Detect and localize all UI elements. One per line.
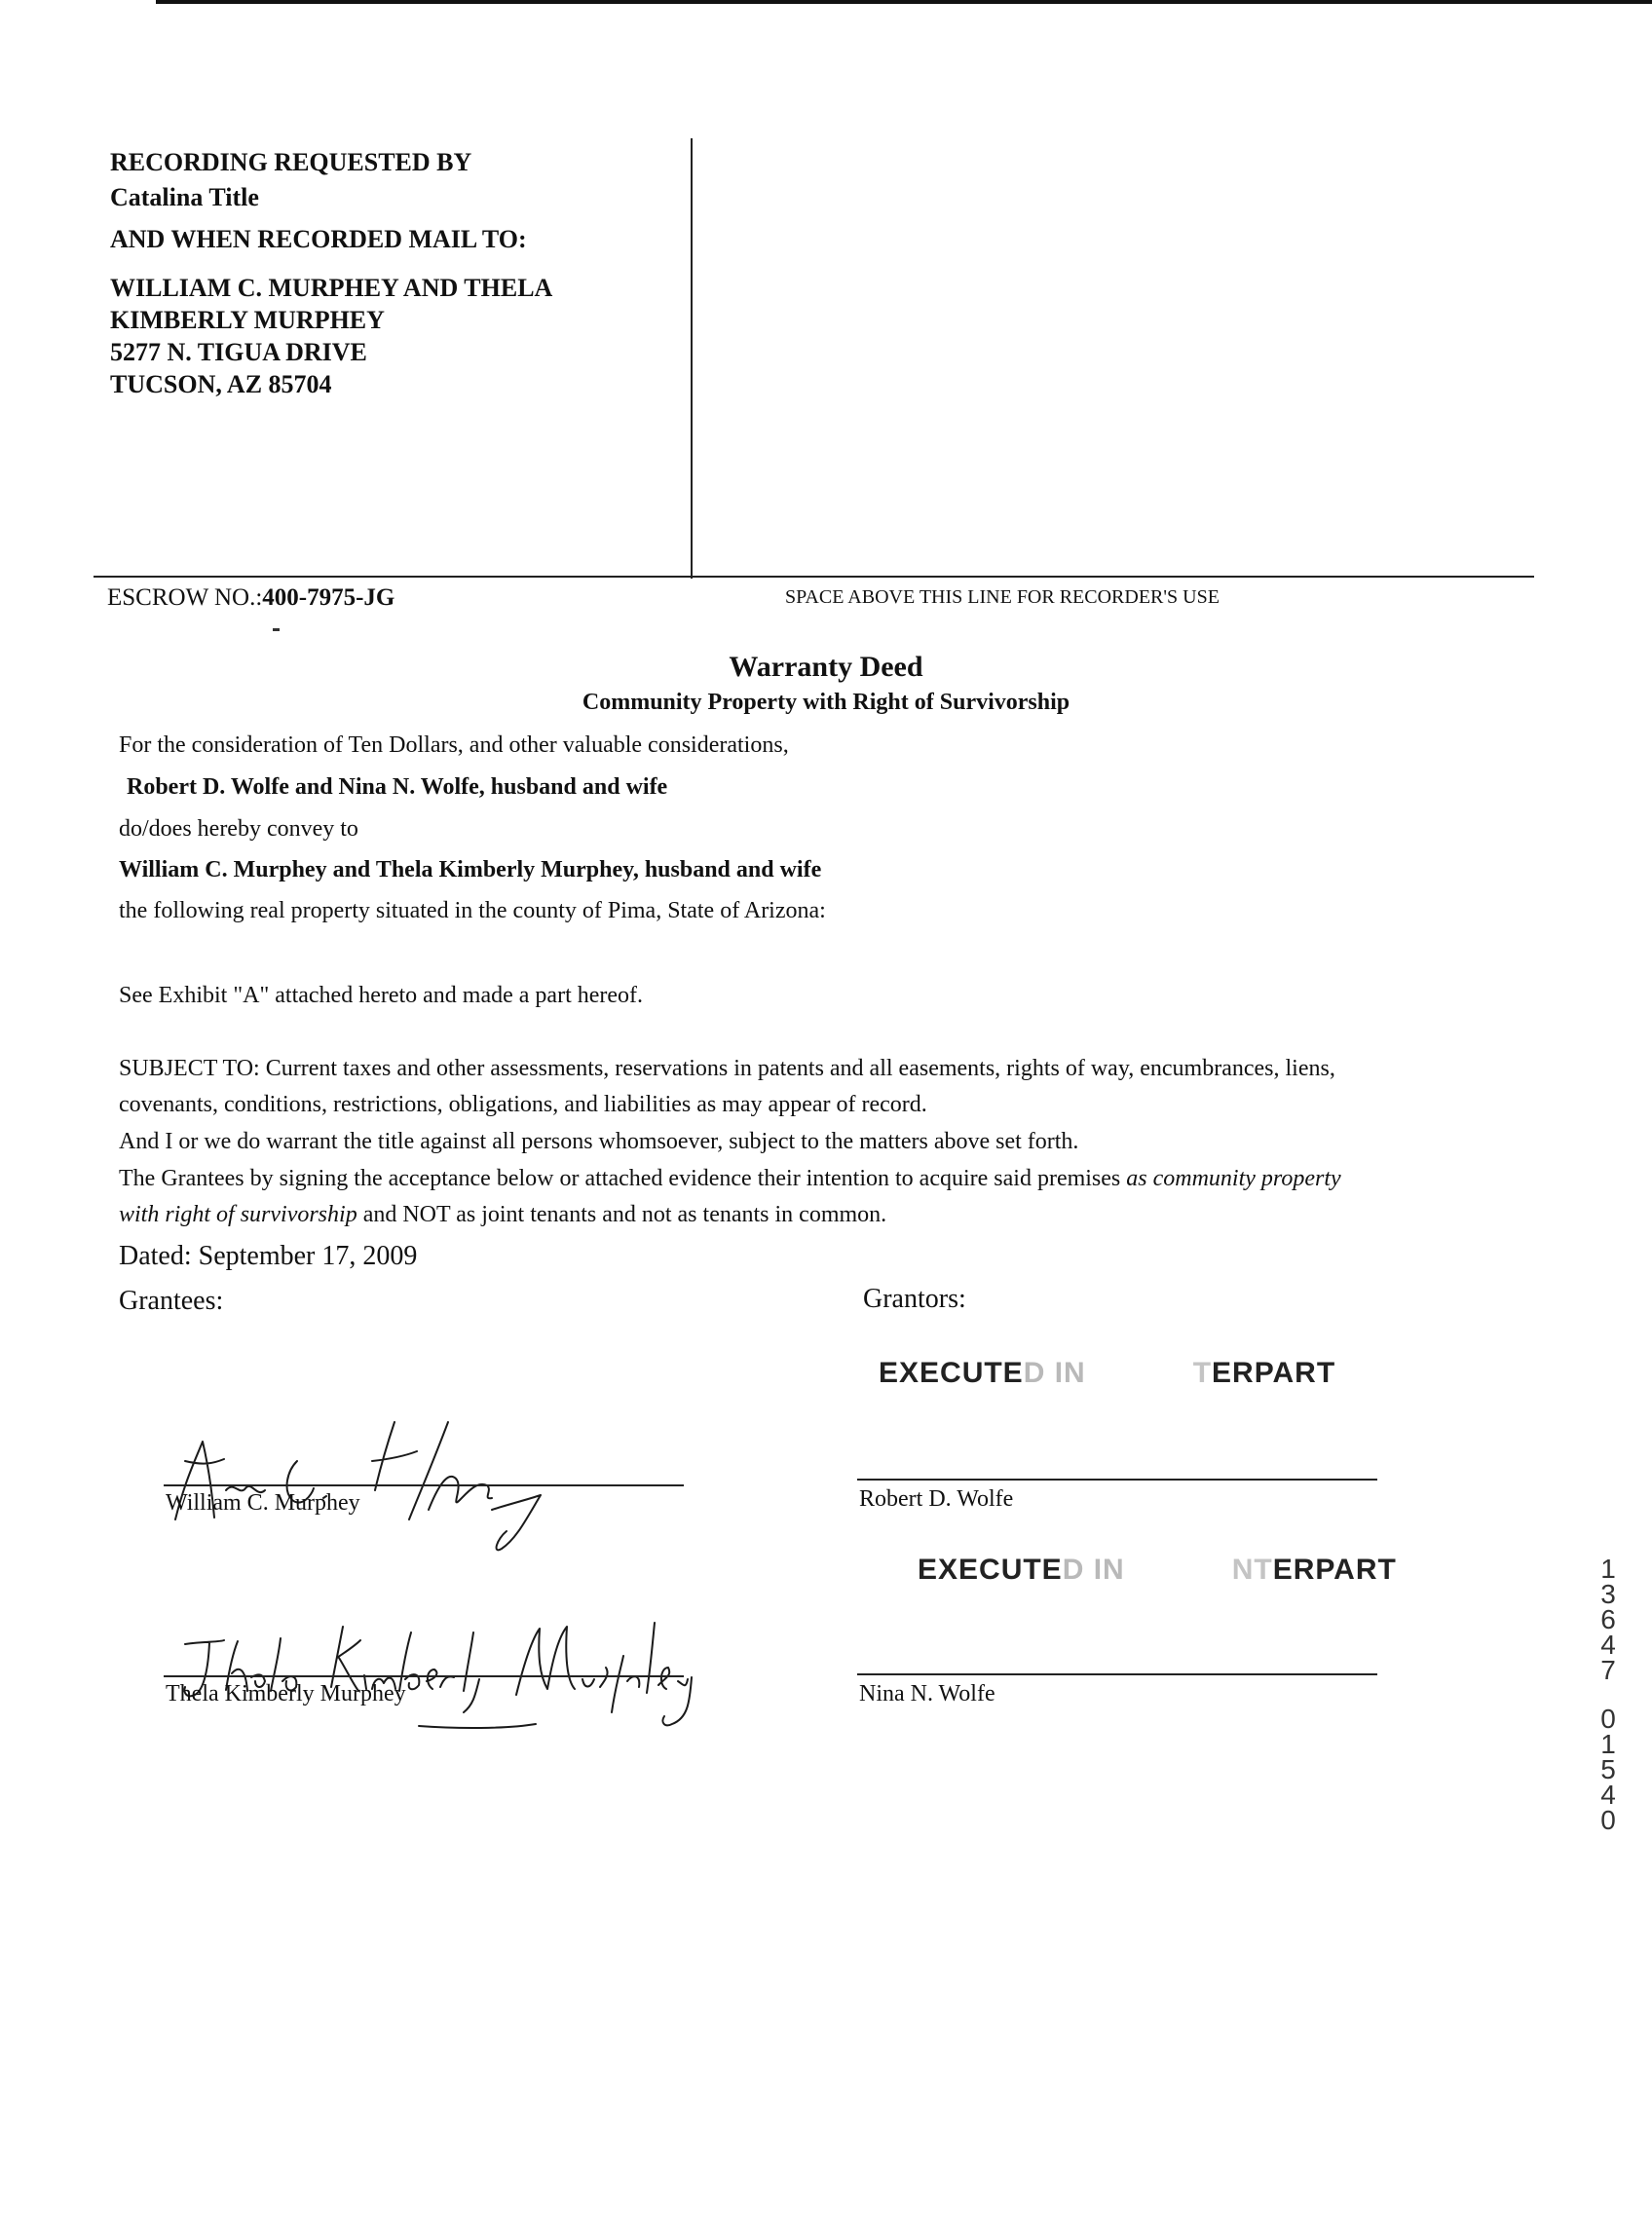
grantee-2-name: Thela Kimberly Murphey [166,1681,406,1707]
william-murphey-signature [156,1403,575,1558]
stamp-2-part-d: ERPART [1272,1554,1397,1586]
grantee-1-signature-line [164,1484,684,1486]
grantees-text: William C. Murphey and Thela Kimberly Murphey, husband and wife [119,857,822,882]
grantor-1-name: Robert D. Wolfe [859,1486,1014,1512]
escrow-label: ESCROW NO.: [107,584,263,611]
side-digit: 6 [1600,1604,1616,1634]
grantors-label: Grantors: [863,1284,966,1314]
consideration-text: For the consideration of Ten Dollars, and other valuable considerations, [119,732,789,758]
grantee-2-signature-line [164,1675,684,1677]
mail-to-line-3: 5277 N. TIGUA DRIVE [110,338,367,366]
grantees-label: Grantees: [119,1286,224,1316]
side-digit: 7 [1600,1655,1616,1685]
acceptance-text-2: and NOT as joint tenants and not as tenants in common. [357,1202,887,1227]
acceptance-line-2 [119,1197,886,1233]
side-digit: 1 [1600,1554,1616,1584]
deed-title: Warranty Deed [729,651,923,683]
thela-murphey-signature [166,1597,760,1734]
subject-to-line-2: covenants, conditions, restrictions, obligations, and liabilities as may appear of record. [119,1092,927,1117]
recorder-use-line [94,576,1534,578]
acceptance-line-1 [119,1161,1341,1197]
top-border-line [156,0,1652,4]
stamp-1-part-c: T [1192,1357,1213,1389]
deed-subtitle: Community Property with Right of Survivorship [582,690,1070,715]
side-digit: 3 [1600,1579,1616,1609]
executed-in-counterpart-stamp-1 [879,1357,1335,1390]
recording-requested-by-label: RECORDING REQUESTED BY [110,148,472,176]
acceptance-emphasis-2: with right of survivorship [119,1202,357,1227]
executed-in-counterpart-stamp-2 [918,1554,1397,1587]
acceptance-emphasis-1: as community property [1126,1166,1341,1191]
subject-to-line-1: SUBJECT TO: Current taxes and other assessments, reservations in patents and all easements, rights of way, encumbrances, liens, [119,1056,1335,1081]
stamp-1-part-d: ERPART [1212,1357,1336,1389]
grantor-1-signature-line [857,1479,1377,1481]
stamp-1-part-a: EXECUTE [879,1357,1024,1389]
mail-to-label: AND WHEN RECORDED MAIL TO: [110,225,527,253]
escrow-value: 400-7975-JG [262,584,395,611]
mail-to-line-4: TUCSON, AZ 85704 [110,370,332,398]
side-digit: 5 [1600,1754,1616,1784]
side-digit: 4 [1600,1780,1616,1810]
acceptance-text-1: The Grantees by signing the acceptance below or attached evidence their intention to acquire said premises [119,1166,1127,1191]
dated-text: Dated: September 17, 2009 [119,1241,418,1271]
side-digit: 4 [1600,1630,1616,1660]
recording-requested-by: Catalina Title [110,183,259,211]
stamp-2-part-a: EXECUTE [918,1554,1063,1586]
stamp-2-part-b: D IN [1062,1554,1125,1586]
side-digit: 0 [1600,1704,1616,1734]
recording-box-divider [691,138,693,579]
grantor-2-name: Nina N. Wolfe [859,1681,995,1707]
mail-to-line-2: KIMBERLY MURPHEY [110,306,385,334]
grantor-2-signature-line [857,1673,1377,1675]
recorder-use-note: SPACE ABOVE THIS LINE FOR RECORDER'S USE [785,586,1220,608]
stamp-1-part-b: D IN [1023,1357,1086,1389]
side-digit: 0 [1600,1805,1616,1835]
side-digit: 1 [1600,1729,1616,1759]
scan-mark [273,628,280,631]
mail-to-line-1: WILLIAM C. MURPHEY AND THELA [110,274,553,302]
stamp-2-part-c: NT [1231,1554,1273,1586]
exhibit-text: See Exhibit "A" attached hereto and made a part hereof. [119,983,644,1008]
grantors-text: Robert D. Wolfe and Nina N. Wolfe, husband and wife [127,774,668,800]
recording-number-vertical [1594,1554,1623,1835]
property-text: the following real property situated in the county of Pima, State of Arizona: [119,898,826,923]
warrant-text: And I or we do warrant the title against all persons whomsoever, subject to the matters above set forth. [119,1129,1079,1154]
escrow-number [107,584,394,612]
convey-text: do/does hereby convey to [119,816,358,842]
grantee-1-name: William C. Murphey [166,1490,360,1516]
